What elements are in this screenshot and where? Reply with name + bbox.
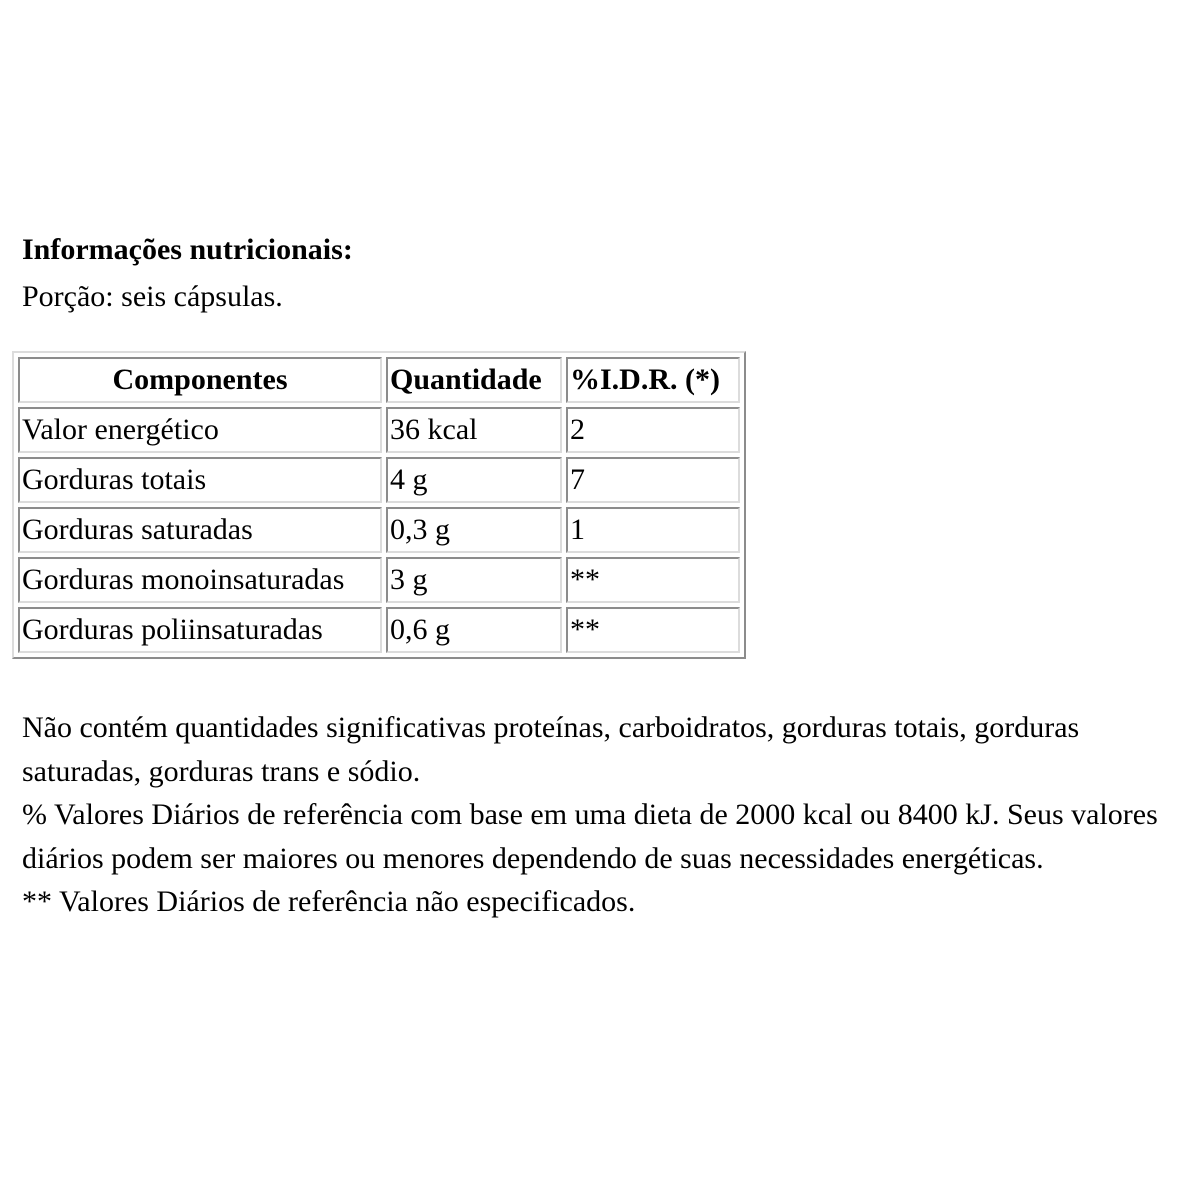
header-components: Componentes [18, 357, 382, 403]
cell-component: Gorduras monoinsaturadas [18, 557, 382, 603]
cell-idr: 1 [566, 507, 740, 553]
serving-size: Porção: seis cápsulas. [22, 280, 283, 313]
note-daily-values: % Valores Diários de referência com base em uma dieta de 2000 kcal ou 8400 kJ. Seus valores diários podem ser maiores ou menores dependendo de suas necessidades energéticas. [22, 798, 1158, 875]
note-not-significant: Não contém quantidades significativas proteínas, carboidratos, gorduras totais, gorduras saturadas, gorduras trans e sódio. [22, 711, 1080, 788]
cell-amount: 3 g [386, 557, 562, 603]
note-not-specified: ** Valores Diários de referência não especificados. [22, 885, 636, 918]
nutrition-heading: Informações nutricionais: [22, 233, 353, 266]
cell-idr: 7 [566, 457, 740, 503]
table-row [18, 557, 740, 603]
cell-idr: ** [566, 557, 740, 603]
cell-idr: ** [566, 607, 740, 653]
header-idr: %I.D.R. (*) [566, 357, 740, 403]
cell-amount: 0,6 g [386, 607, 562, 653]
header-quantity: Quantidade [386, 357, 562, 403]
table-row [18, 407, 740, 453]
cell-component: Gorduras saturadas [18, 507, 382, 553]
cell-amount: 36 kcal [386, 407, 562, 453]
footnotes [22, 706, 1198, 924]
table-row [18, 457, 740, 503]
cell-amount: 4 g [386, 457, 562, 503]
cell-idr: 2 [566, 407, 740, 453]
cell-amount: 0,3 g [386, 507, 562, 553]
table-header-row [18, 357, 740, 403]
cell-component: Gorduras totais [18, 457, 382, 503]
table-row [18, 607, 740, 653]
cell-component: Gorduras poliinsaturadas [18, 607, 382, 653]
nutrition-table [12, 351, 746, 659]
cell-component: Valor energético [18, 407, 382, 453]
table-row [18, 507, 740, 553]
